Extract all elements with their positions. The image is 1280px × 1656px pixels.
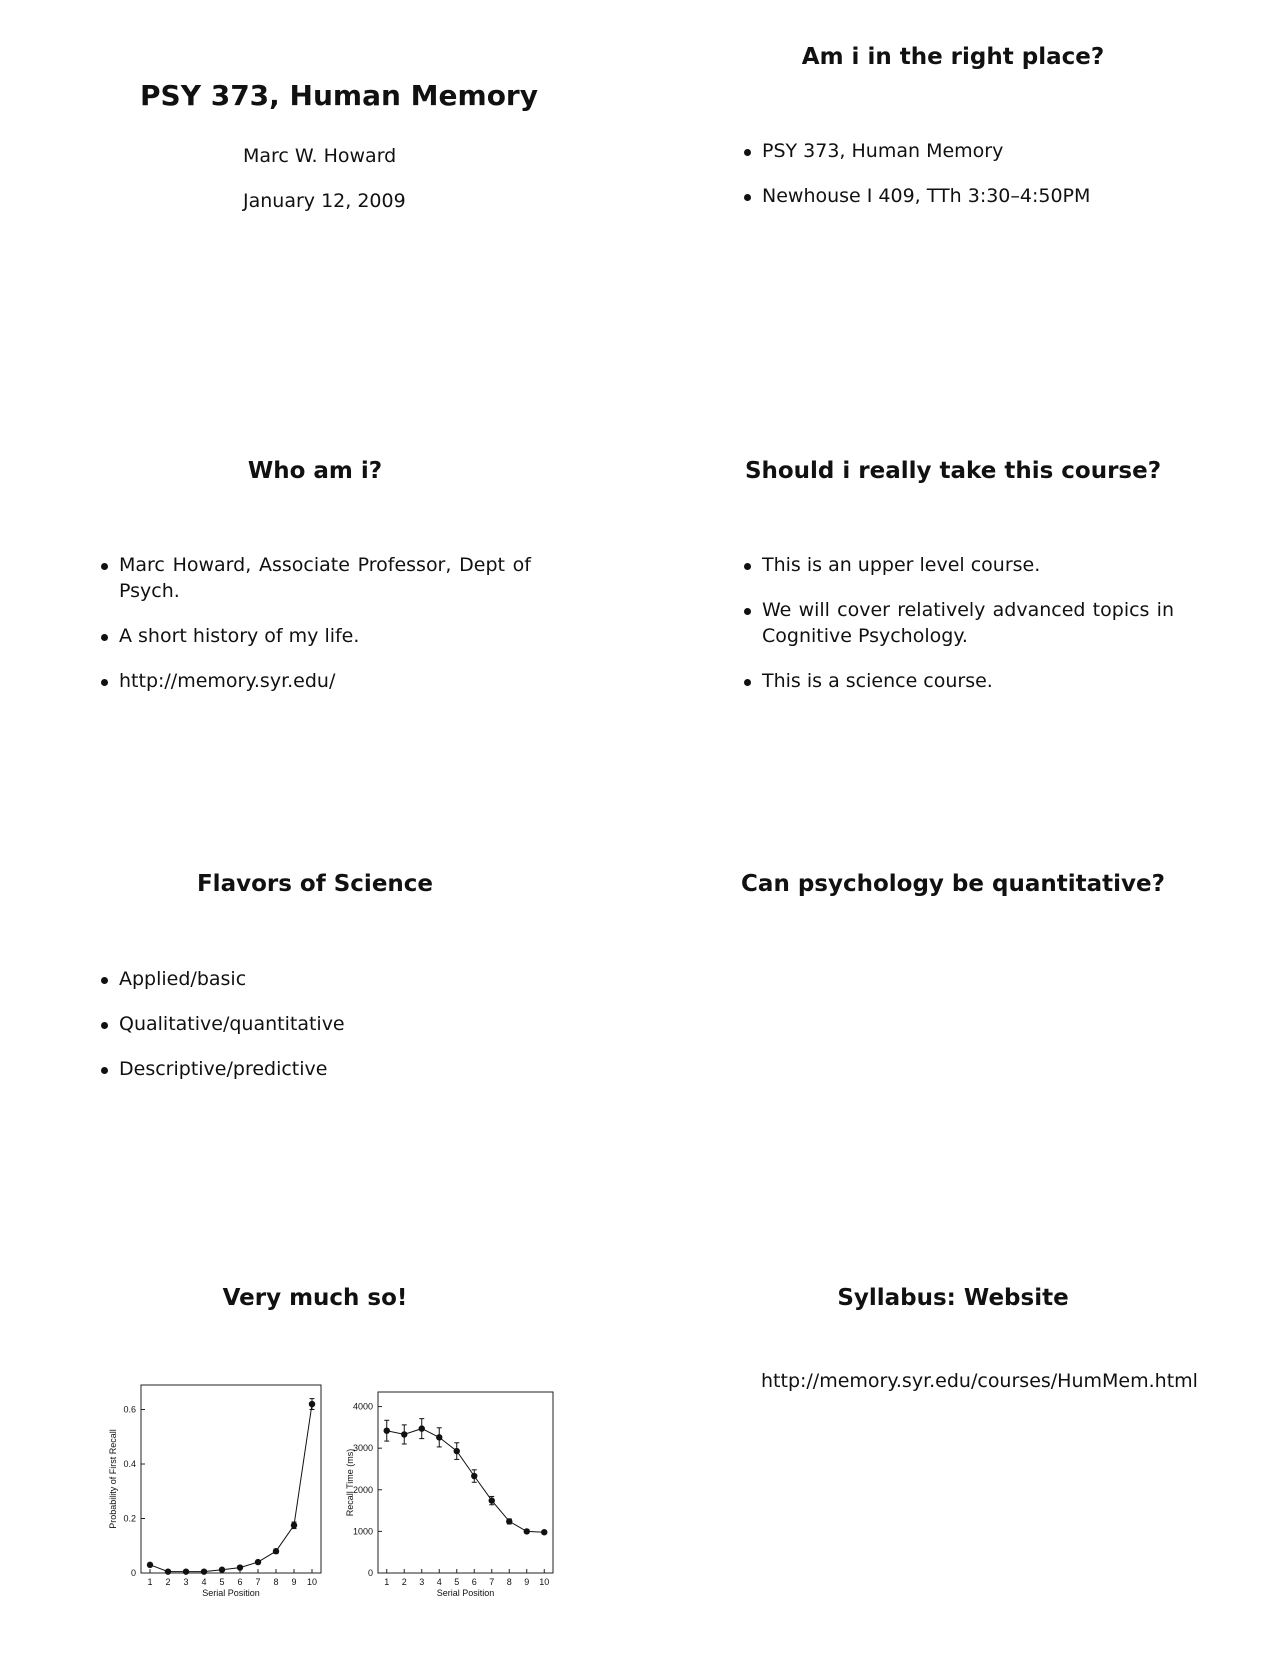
x-tick-label: 4 [436, 1577, 442, 1587]
data-point [273, 1548, 279, 1554]
data-point [237, 1564, 243, 1570]
y-tick-label: 4000 [352, 1401, 373, 1412]
data-point [489, 1497, 495, 1503]
list-item: Descriptive/predictive [101, 1056, 531, 1082]
y-tick-label: 1000 [352, 1526, 373, 1537]
y-tick-label: 0.6 [123, 1404, 136, 1415]
data-point [147, 1562, 153, 1568]
data-point [541, 1529, 547, 1535]
data-point [384, 1427, 390, 1433]
slide4-title: Should i really take this course? [744, 458, 1162, 484]
data-point [401, 1431, 407, 1437]
list-item: This is an upper level course. [744, 552, 1174, 578]
list-item: Qualitative/quantitative [101, 1011, 531, 1037]
x-tick-label: 10 [306, 1577, 318, 1587]
x-tick-label: 9 [291, 1577, 297, 1587]
slide1-date: January 12, 2009 [243, 190, 406, 212]
slide5-bullet-list [101, 966, 531, 1101]
y-axis-label: Probability of First Recall [108, 1429, 118, 1529]
list-item: A short history of my life. [101, 623, 531, 649]
x-axis-label: Serial Position [436, 1588, 495, 1598]
data-point [454, 1448, 460, 1454]
x-tick-label: 1 [147, 1577, 153, 1587]
x-tick-label: 1 [384, 1577, 390, 1587]
x-tick-label: 7 [489, 1577, 495, 1587]
list-item: We will cover relatively advanced topics in Cognitive Psychology. [744, 597, 1174, 649]
x-tick-label: 9 [524, 1577, 530, 1587]
x-tick-label: 6 [471, 1577, 477, 1587]
list-item: Newhouse I 409, TTh 3:30–4:50PM [744, 183, 1174, 209]
slide1-author: Marc W. Howard [243, 145, 397, 167]
x-tick-label: 7 [255, 1577, 261, 1587]
slide8-title: Syllabus: Website [837, 1285, 1069, 1311]
y-tick-label: 2000 [352, 1484, 373, 1495]
x-tick-label: 2 [401, 1577, 407, 1587]
list-item: Marc Howard, Associate Professor, Dept of Psych. [101, 552, 531, 604]
slide1-title: PSY 373, Human Memory [140, 79, 538, 112]
data-point [309, 1401, 315, 1407]
data-point [183, 1568, 189, 1574]
first-recall-chart [100, 1385, 335, 1605]
y-tick-label: 0 [367, 1568, 373, 1578]
list-item: PSY 373, Human Memory [744, 138, 1174, 164]
list-item: This is a science course. [744, 668, 1174, 694]
y-tick-label: 0.4 [123, 1459, 136, 1470]
slide4-bullet-list [744, 552, 1174, 713]
x-tick-label: 2 [165, 1577, 171, 1587]
data-point [506, 1518, 512, 1524]
recall-time-chart [335, 1392, 570, 1605]
x-tick-label: 5 [454, 1577, 460, 1587]
x-tick-label: 8 [506, 1577, 512, 1587]
slide5-title: Flavors of Science [196, 871, 434, 897]
slide7-title: Very much so! [222, 1285, 408, 1311]
y-tick-label: 3000 [352, 1443, 373, 1454]
data-point [255, 1559, 261, 1565]
x-tick-label: 8 [273, 1577, 279, 1587]
x-axis-label: Serial Position [202, 1588, 260, 1598]
slide2-title: Am i in the right place? [801, 44, 1105, 70]
slide2-bullet-list [744, 138, 1174, 228]
data-point [219, 1567, 225, 1573]
slide3-title: Who am i? [247, 458, 383, 484]
data-point [419, 1425, 425, 1431]
list-item[interactable]: http://memory.syr.edu/ [101, 668, 531, 694]
plot-frame [141, 1385, 321, 1573]
x-tick-label: 3 [183, 1577, 189, 1587]
slide3-bullet-list [101, 552, 531, 713]
x-tick-label: 4 [201, 1577, 207, 1587]
syllabus-url-link[interactable]: http://memory.syr.edu/courses/HumMem.html [761, 1370, 1198, 1392]
data-point [291, 1522, 297, 1528]
data-point [165, 1568, 171, 1574]
data-point [471, 1473, 477, 1479]
x-tick-label: 5 [219, 1577, 225, 1587]
list-item: Applied/basic [101, 966, 531, 992]
x-tick-label: 10 [539, 1577, 550, 1587]
y-axis-label: Recall Time (ms) [345, 1448, 355, 1517]
y-tick-label: 0.2 [123, 1513, 136, 1524]
data-point [201, 1568, 207, 1574]
slide6-title: Can psychology be quantitative? [741, 871, 1165, 897]
series-line [150, 1404, 312, 1572]
y-tick-label: 0 [130, 1568, 136, 1578]
data-point [524, 1528, 530, 1534]
series-line [387, 1429, 545, 1533]
x-tick-label: 3 [419, 1577, 425, 1587]
data-point [436, 1434, 442, 1440]
plot-frame [378, 1392, 553, 1573]
x-tick-label: 6 [237, 1577, 243, 1587]
